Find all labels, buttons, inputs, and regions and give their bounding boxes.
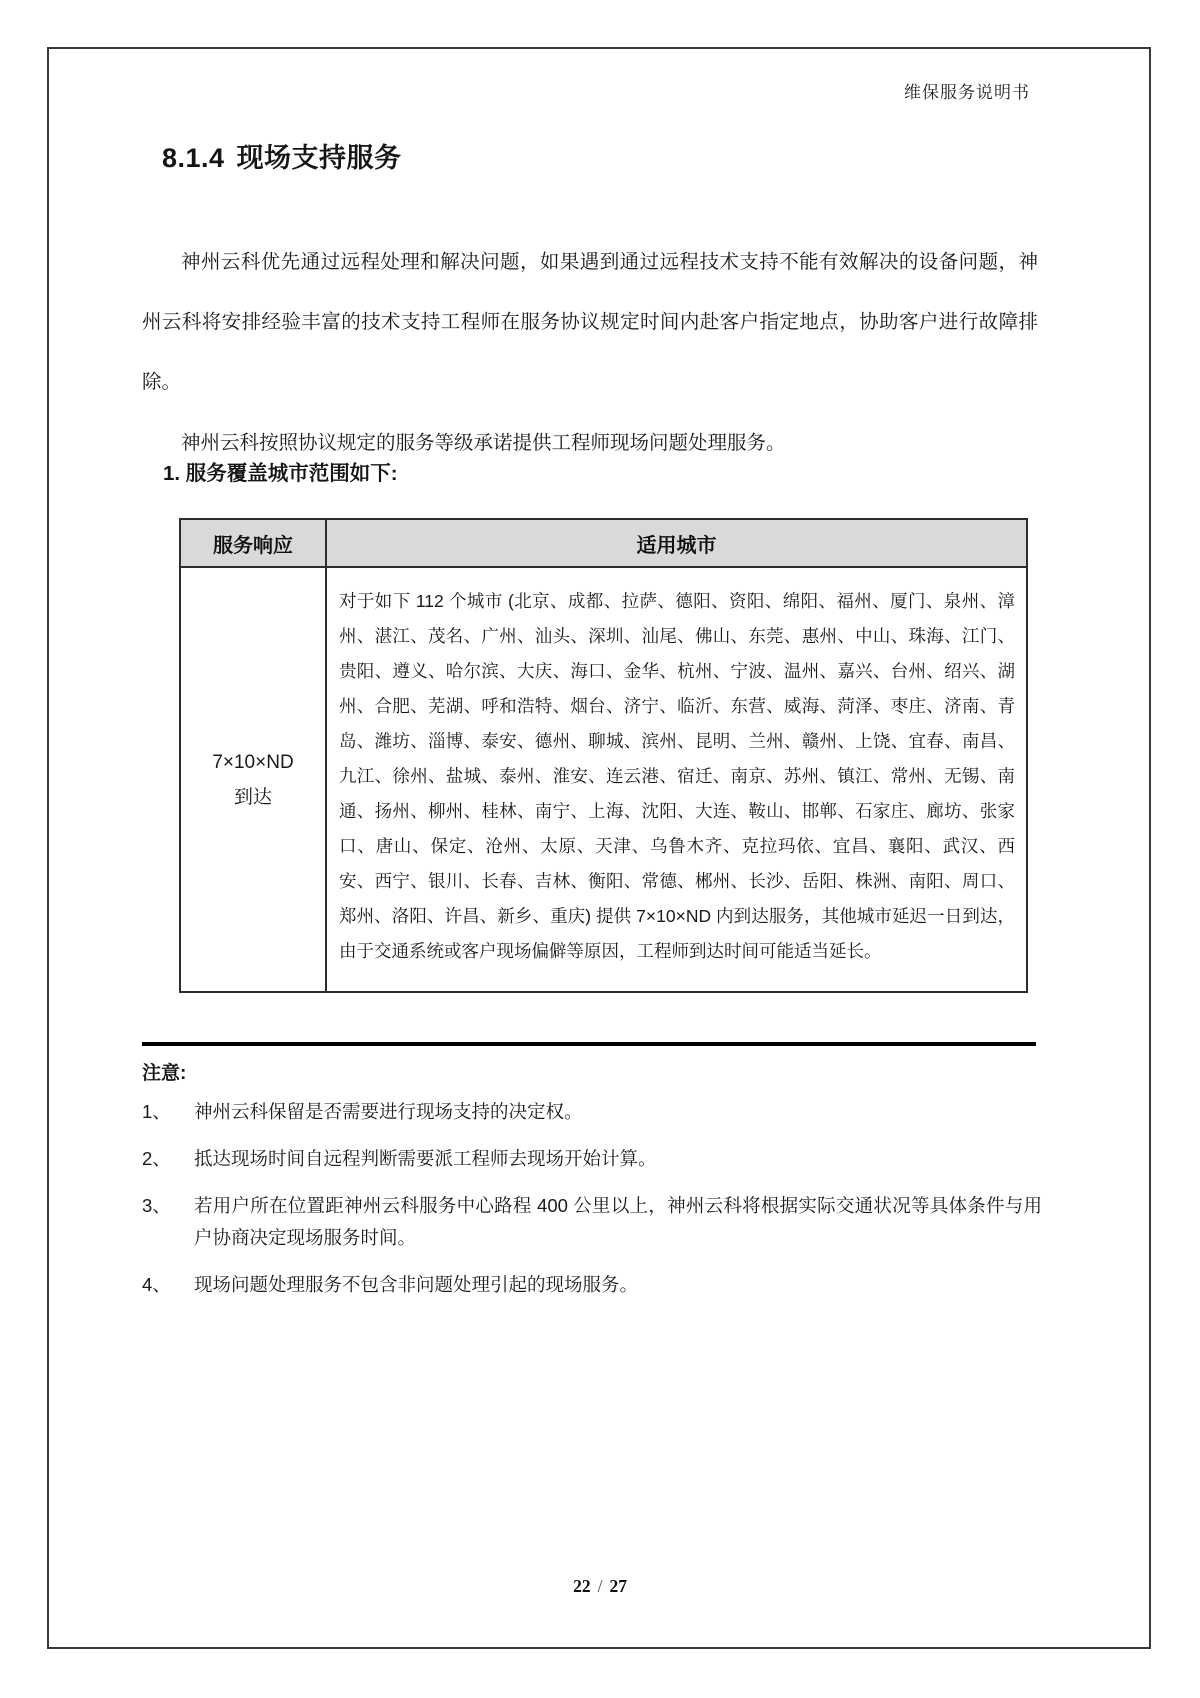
table-header-row	[180, 519, 1027, 567]
note-number: 4、	[142, 1274, 171, 1295]
note-item	[142, 1269, 1042, 1301]
note-text: 抵达现场时间自远程判断需要派工程师去现场开始计算。	[194, 1148, 657, 1169]
section-title: 现场支持服务	[236, 143, 402, 173]
note-item	[142, 1143, 1042, 1175]
table-header-applicable-cities: 适用城市	[326, 519, 1027, 567]
applicable-cities-cell: 对于如下 112 个城市 (北京、成都、拉萨、德阳、资阳、绵阳、福州、厦门、泉州、漳州、湛江、茂名、广州、汕头、深圳、汕尾、佛山、东莞、惠州、中山、珠海、江门、贵阳、遵义、哈尔滨、大庆、海口、金华、杭州、宁波、温州、嘉兴、台州、绍兴、湖州、合肥、芜湖、呼和浩特、烟台、济宁、临沂、东营、威海、菏泽、枣庄、济南、青岛、潍坊、淄博、泰安、德州、聊城、滨州、昆明、兰州、赣州、上饶、宜春、南昌、九江、徐州、盐城、泰州、淮安、连云港、宿迁、南京、苏州、镇江、常州、无锡、南通、扬州、柳州、桂林、南宁、上海、沈阳、大连、鞍山、邯郸、石家庄、廊坊、张家口、唐山、保定、沧州、太原、天津、乌鲁木齐、克拉玛依、宜昌、襄阳、武汉、西安、西宁、银川、长春、吉林、衡阳、常德、郴州、长沙、岳阳、株洲、南阳、周口、郑州、洛阳、许昌、新乡、重庆) 提供 7×10×ND 内到达服务，其他城市延迟一日到达，由于交通系统或客户现场偏僻等原因，工程师到达时间可能适当延长。	[326, 567, 1027, 992]
notes-list	[142, 1096, 1042, 1316]
table-row	[180, 567, 1027, 992]
service-response-line1: 7×10×ND	[212, 751, 294, 773]
service-response-line2: 到达	[233, 786, 272, 808]
note-text: 神州云科保留是否需要进行现场支持的决定权。	[194, 1101, 583, 1122]
note-number: 3、	[142, 1195, 171, 1216]
note-item	[142, 1190, 1042, 1254]
page-number-current: 22	[573, 1576, 591, 1596]
page-number-separator: /	[597, 1576, 603, 1596]
section-number: 8.1.4	[162, 143, 225, 173]
paragraph-remote-support: 神州云科优先通过远程处理和解决问题，如果遇到通过远程技术支持不能有效解决的设备问题，神州云科将安排经验丰富的技术支持工程师在服务协议规定时间内赴客户指定地点，协助客户进行故障排除。	[142, 250, 1038, 393]
section-heading	[162, 136, 402, 175]
city-coverage-heading: 1. 服务覆盖城市范围如下:	[163, 462, 398, 485]
note-number: 2、	[142, 1148, 171, 1169]
notes-title: 注意:	[142, 1063, 187, 1084]
page-number-total: 27	[609, 1576, 627, 1596]
document-header-title: 维保服务说明书	[904, 83, 1030, 102]
paragraph-service-level: 神州云科按照协议规定的服务等级承诺提供工程师现场问题处理服务。	[181, 431, 786, 454]
note-number: 1、	[142, 1101, 171, 1122]
note-item	[142, 1096, 1042, 1128]
table-header-service-response: 服务响应	[180, 519, 326, 567]
notes-divider-rule	[142, 1042, 1036, 1046]
note-text: 若用户所在位置距神州云科服务中心路程 400 公里以上，神州云科将根据实际交通状况等具体条件与用户协商决定现场服务时间。	[194, 1195, 1042, 1248]
note-text: 现场问题处理服务不包含非问题处理引起的现场服务。	[194, 1274, 639, 1295]
service-response-cell	[180, 567, 326, 992]
service-coverage-table	[179, 518, 1028, 993]
page-footer	[0, 1576, 1200, 1597]
